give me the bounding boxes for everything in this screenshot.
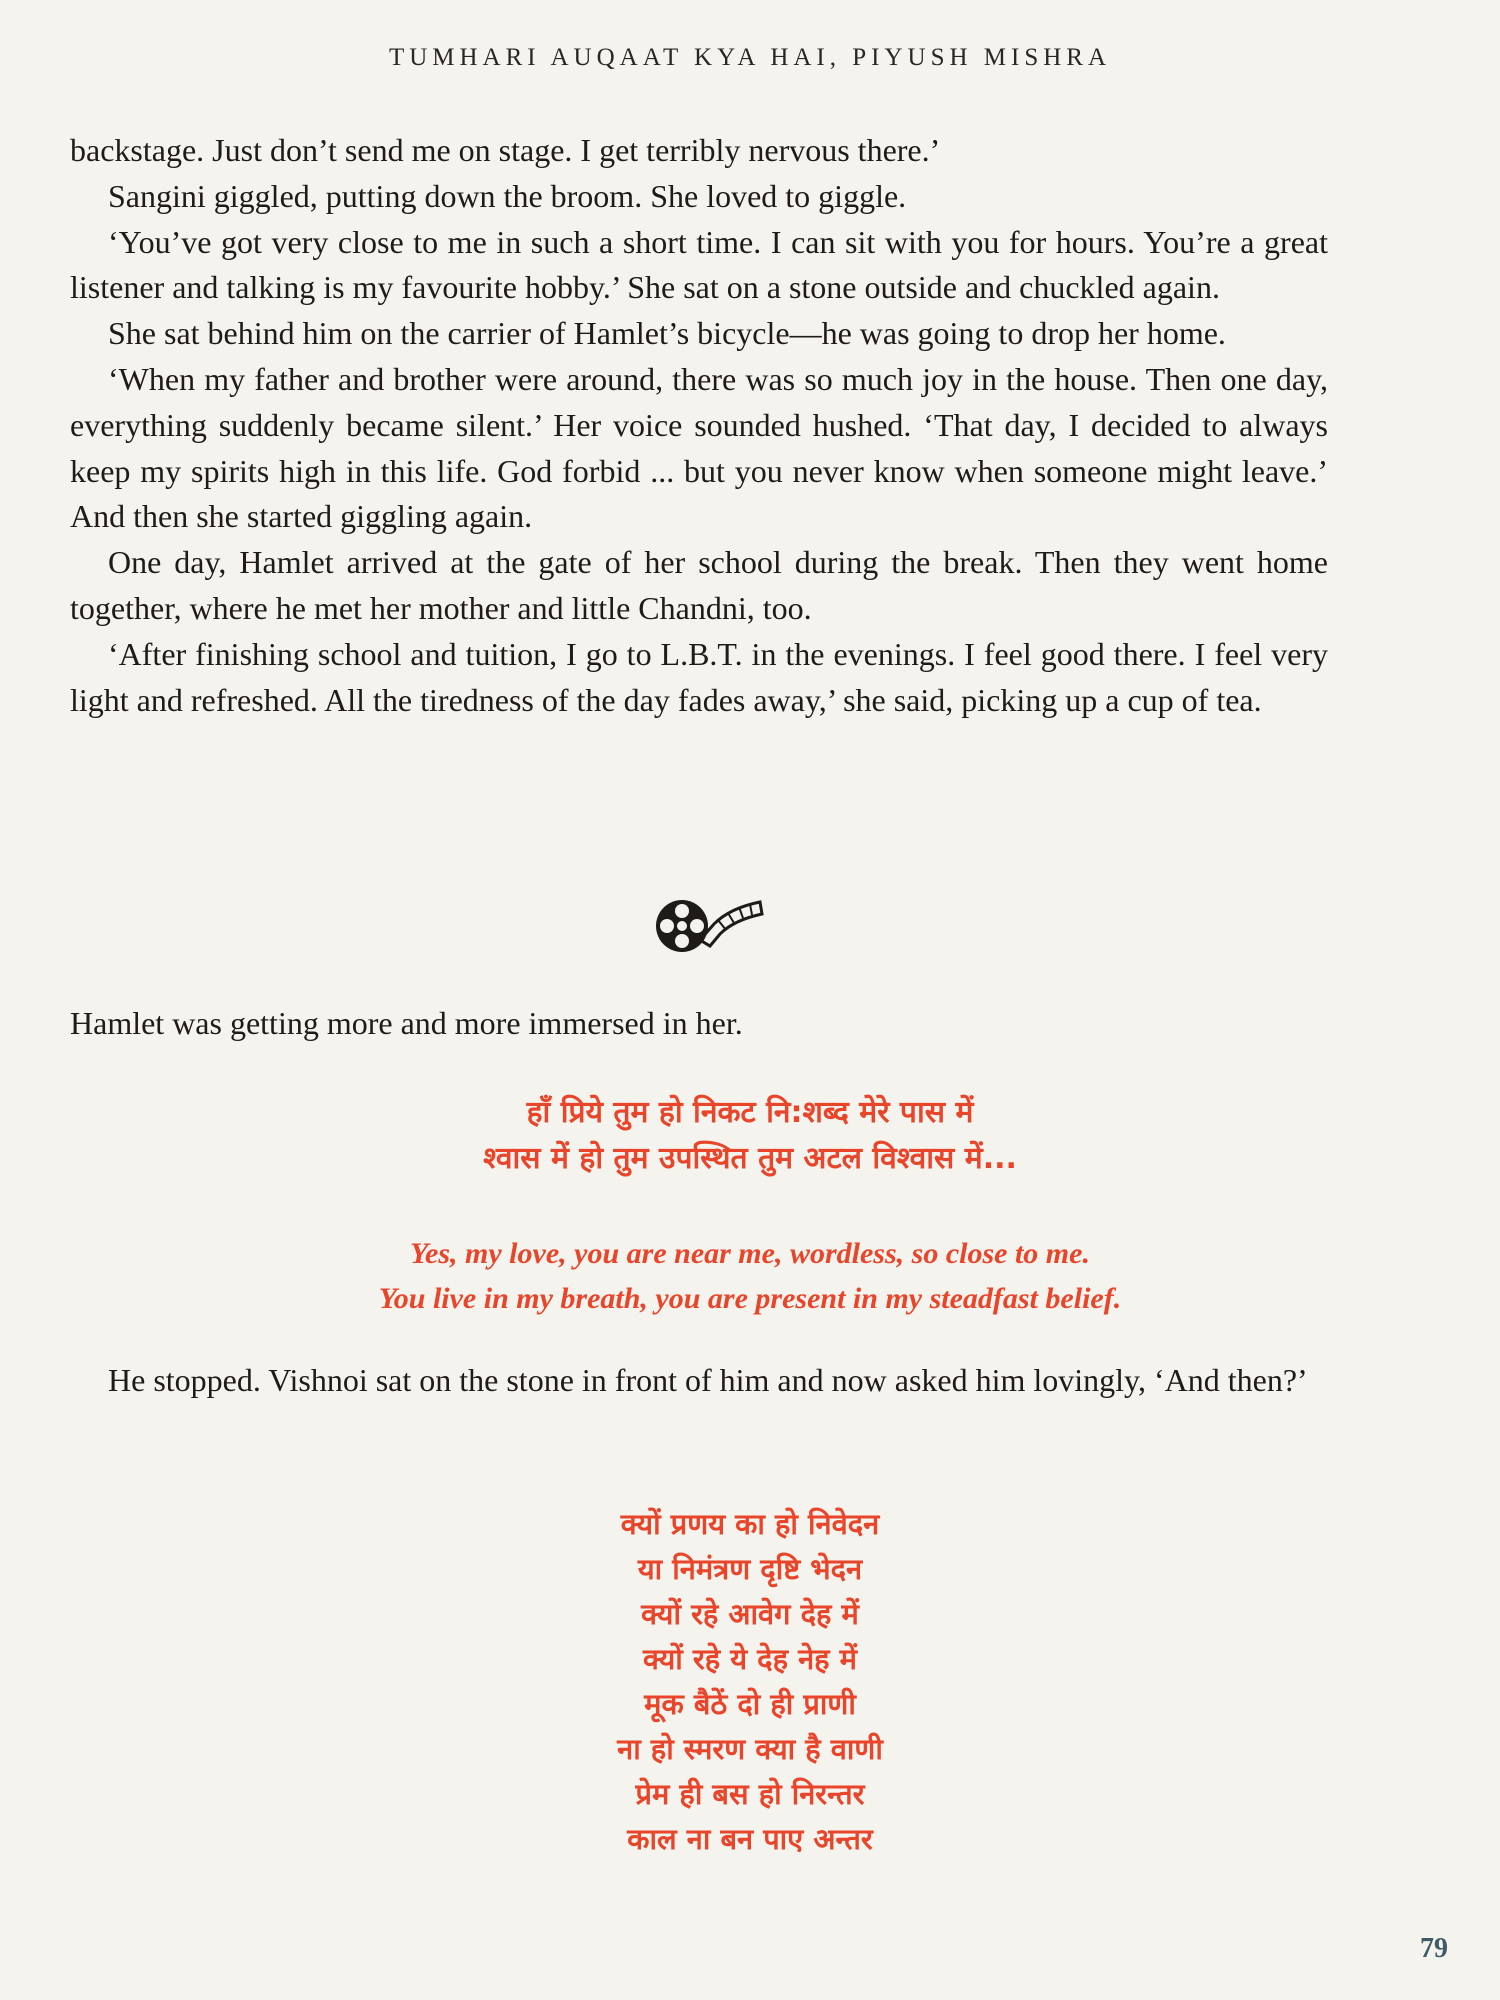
hindi-line: क्यों प्रणय का हो निवेदन [620, 1507, 880, 1541]
page-number: 79 [1420, 1933, 1448, 1964]
translation-line: Yes, my love, you are near me, wordless, so close to me. [410, 1237, 1090, 1270]
paragraph: Sangini giggled, putting down the broom. She loved to giggle. [108, 177, 907, 214]
hindi-line: श्वास में हो तुम उपस्थित तुम अटल विश्वास में... [483, 1141, 1017, 1176]
paragraph: She sat behind him on the carrier of Hamlet’s bicycle—he was going to drop her home. [108, 315, 1226, 352]
hindi-line: मूक बैठें दो ही प्राणी [644, 1687, 856, 1721]
paragraph: ‘After finishing school and tuition, I go to L.B.T. in the evenings. I feel good there. I feel very light and refreshed. All the tiredness of the day fades away,’ she said, picking up a cup of tea. [70, 635, 1328, 718]
paragraph: backstage. Just don’t send me on stage. I get terribly nervous there.’ [70, 132, 941, 168]
paragraph: Hamlet was getting more and more immersed in her. [70, 1005, 743, 1041]
translation-line: You live in my breath, you are present in my steadfast belief. [378, 1282, 1122, 1315]
hindi-line: हाँ प्रिये तुम हो निकट नि:शब्द मेरे पास में [526, 1095, 974, 1130]
paragraph: One day, Hamlet arrived at the gate of her school during the break. Then they went home together, where he met her mother and little Chandni, too. [70, 544, 1328, 626]
running-head: TUMHARI AUQAAT KYA HAI, PIYUSH MISHRA [388, 44, 1112, 71]
hindi-line: क्यों रहे आवेग देह में [641, 1597, 859, 1631]
paragraph: He stopped. Vishnoi sat on the stone in front of him and now asked him lovingly, ‘And then?’ [108, 1362, 1308, 1398]
hindi-line: या निमंत्रण दृष्टि भेदन [637, 1552, 863, 1586]
film-reel-icon [652, 890, 764, 956]
english-translation [0, 1231, 1500, 1321]
paragraph: ‘You’ve got very close to me in such a short time. I can sit with you for hours. You’re a great listener and talking is my favourite hobby.’ She sat on a stone outside and chuckled again. [70, 223, 1328, 306]
hindi-line: क्यों रहे ये देह नेह में [642, 1642, 858, 1676]
body-text-middle [70, 1001, 1328, 1047]
hindi-line: प्रेम ही बस हो निरन्तर [635, 1777, 865, 1811]
hindi-line: काल ना बन पाए अन्तर [627, 1822, 873, 1856]
body-text-top [70, 128, 1328, 723]
hindi-couplet [0, 1090, 1500, 1182]
hindi-poem [0, 1502, 1500, 1862]
paragraph: ‘When my father and brother were around, there was so much joy in the house. Then one day, everything suddenly became silent.’ Her voice sounded hushed. ‘That day, I decided to always keep my spirits high in this life. God forbid ... but you never know when someone might leave.’ And then she started giggling again. [70, 360, 1328, 535]
body-text-bottom [70, 1358, 1328, 1404]
hindi-line: ना हो स्मरण क्या है वाणी [617, 1732, 883, 1766]
